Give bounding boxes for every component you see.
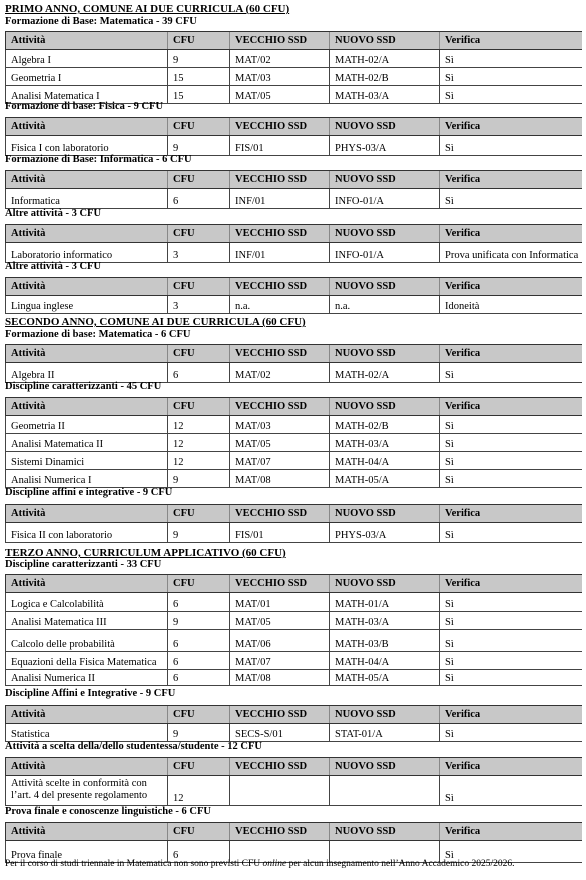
table-cell: Prova unificata con Informatica [440,243,582,263]
footnote-online: online [262,859,287,869]
table-cell: 9 [168,523,230,543]
column-header: CFU [168,505,230,523]
column-header: CFU [168,345,230,363]
table-cell: MATH-03/A [330,434,440,452]
table-cell: Fisica I con laboratorio [6,136,168,156]
table-cell: Idoneità [440,296,582,314]
group-title: Formazione di base: Fisica - 9 CFU [5,101,164,112]
table-cell: Sì [440,434,582,452]
table-cell [330,776,440,806]
table-cell: 9 [168,470,230,488]
table-cell: Analisi Numerica I [6,470,168,488]
table-row [6,452,582,470]
table-row [6,50,582,68]
group-title: Discipline caratterizzanti - 33 CFU [5,559,162,570]
table-row [6,363,582,383]
table-cell: Sì [440,416,582,434]
table-cell: Sì [440,523,582,543]
table-cell: Sì [440,50,582,68]
table-row [6,434,582,452]
table-cell: Sì [440,189,582,209]
header-row [6,575,582,593]
year-title: PRIMO ANNO, COMUNE AI DUE CURRICULA (60 CFU) [5,3,290,15]
table-cell: Sistemi Dinamici [6,452,168,470]
table-cell: Laboratorio informatico [6,243,168,263]
course-table [5,344,582,383]
table-row [6,68,582,86]
year-title: TERZO ANNO, CURRICULUM APPLICATIVO (60 CFU) [5,547,286,559]
group-title: Discipline Affini e Integrative - 9 CFU [5,688,176,699]
table-cell: Logica e Calcolabilità [6,593,168,612]
column-header: Attività [6,345,168,363]
table-cell: MAT/05 [230,86,330,104]
table-cell: MAT/07 [230,452,330,470]
table-cell: MAT/07 [230,652,330,670]
table-row [6,296,582,314]
table-cell: Analisi Matematica III [6,612,168,630]
table-cell: MATH-02/B [330,68,440,86]
column-header: CFU [168,823,230,841]
column-header: VECCHIO SSD [230,575,330,593]
group-title: Discipline affini e integrative - 9 CFU [5,487,173,498]
column-header: VECCHIO SSD [230,278,330,296]
column-header: VECCHIO SSD [230,505,330,523]
table-cell: MAT/08 [230,670,330,686]
table-cell: INF/01 [230,243,330,263]
table-cell: Sì [440,68,582,86]
table-cell: MATH-02/A [330,363,440,383]
column-header: CFU [168,118,230,136]
course-table [5,31,582,104]
table-row [6,416,582,434]
header-row [6,171,582,189]
table-cell: Algebra I [6,50,168,68]
table-cell: MATH-03/A [330,86,440,104]
table-row [6,630,582,652]
course-table [5,504,582,543]
table-cell: 6 [168,670,230,686]
course-table [5,822,582,863]
column-header: VECCHIO SSD [230,32,330,50]
course-table [5,170,582,209]
column-header: CFU [168,171,230,189]
table-cell: MAT/05 [230,434,330,452]
table-cell: Analisi Matematica I [6,86,168,104]
column-header: CFU [168,278,230,296]
column-header: NUOVO SSD [330,225,440,243]
table-cell: 6 [168,593,230,612]
table-cell: Geometria II [6,416,168,434]
header-row [6,505,582,523]
table-cell: Sì [440,841,582,863]
course-table [5,705,582,742]
table-row [6,776,582,806]
table-row [6,593,582,612]
table-cell [230,776,330,806]
table-cell: 9 [168,612,230,630]
table-cell: PHYS-03/A [330,523,440,543]
header-row [6,758,582,776]
table-cell: MATH-03/A [330,612,440,630]
column-header: Attività [6,706,168,724]
table-cell: 6 [168,652,230,670]
column-header: Attività [6,118,168,136]
table-cell: Sì [440,470,582,488]
table-cell: n.a. [330,296,440,314]
table-cell: Sì [440,452,582,470]
table-cell: Sì [440,612,582,630]
header-row [6,706,582,724]
column-header: CFU [168,758,230,776]
column-header: Attività [6,171,168,189]
column-header: Verifica [440,171,582,189]
column-header: Attività [6,823,168,841]
course-table [5,224,582,263]
table-cell: Prova finale [6,841,168,863]
table-cell: 6 [168,630,230,652]
course-table [5,117,582,156]
footnote-text-end: per alcun insegnamento nell’Anno Accademico 2025/2026. [286,859,515,869]
column-header: Verifica [440,823,582,841]
table-cell: MATH-04/A [330,652,440,670]
group-title: Formazione di Base: Informatica - 6 CFU [5,154,192,165]
table-cell: 12 [168,776,230,806]
column-header: NUOVO SSD [330,32,440,50]
column-header: VECCHIO SSD [230,118,330,136]
group-title: Altre attività - 3 CFU [5,261,102,272]
table-cell: 6 [168,841,230,863]
table-cell: Statistica [6,724,168,742]
column-header: CFU [168,225,230,243]
table-cell: MATH-02/B [330,416,440,434]
table-cell: Sì [440,724,582,742]
column-header: VECCHIO SSD [230,225,330,243]
table-cell: Analisi Matematica II [6,434,168,452]
header-row [6,398,582,416]
table-cell: 9 [168,136,230,156]
table-cell: MAT/01 [230,593,330,612]
table-row [6,470,582,488]
column-header: Verifica [440,398,582,416]
table-row [6,136,582,156]
table-cell: Sì [440,136,582,156]
table-cell: MATH-04/A [330,452,440,470]
table-row [6,243,582,263]
table-cell: MATH-03/B [330,630,440,652]
table-row [6,652,582,670]
table-row [6,670,582,686]
table-cell: 6 [168,189,230,209]
column-header: Attività [6,32,168,50]
table-cell: Sì [440,776,582,806]
table-cell: Informatica [6,189,168,209]
table-cell: MAT/02 [230,50,330,68]
table-cell: INF/01 [230,189,330,209]
table-row [6,612,582,630]
table-cell: 9 [168,50,230,68]
column-header: NUOVO SSD [330,758,440,776]
column-header: NUOVO SSD [330,575,440,593]
table-cell: MAT/06 [230,630,330,652]
table-cell: Equazioni della Fisica Matematica [6,652,168,670]
course-table [5,574,582,686]
header-row [6,345,582,363]
table-cell: 15 [168,68,230,86]
table-cell: MATH-02/A [330,50,440,68]
column-header: CFU [168,706,230,724]
column-header: Attività [6,278,168,296]
table-cell: 12 [168,452,230,470]
table-cell: Sì [440,670,582,686]
group-title: Attività a scelta della/dello studentessa/studente - 12 CFU [5,741,262,752]
column-header: NUOVO SSD [330,171,440,189]
column-header: Verifica [440,278,582,296]
table-cell: Sì [440,86,582,104]
table-cell: PHYS-03/A [330,136,440,156]
column-header: NUOVO SSD [330,398,440,416]
footnote [5,859,514,869]
table-row [6,724,582,742]
table-cell: MAT/03 [230,68,330,86]
header-row [6,118,582,136]
column-header: Verifica [440,345,582,363]
group-title: Prova finale e conoscenze linguistiche - 6 CFU [5,806,211,817]
course-table [5,277,582,314]
column-header: CFU [168,398,230,416]
column-header: Verifica [440,706,582,724]
table-cell: STAT-01/A [330,724,440,742]
table-cell: 12 [168,434,230,452]
table-cell: 3 [168,243,230,263]
column-header: VECCHIO SSD [230,823,330,841]
header-row [6,225,582,243]
table-cell: Fisica II con laboratorio [6,523,168,543]
column-header: Verifica [440,758,582,776]
table-cell: Geometria I [6,68,168,86]
header-row [6,278,582,296]
table-row [6,189,582,209]
table-cell: Calcolo delle probabilità [6,630,168,652]
group-title: Formazione di base: Matematica - 6 CFU [5,329,191,340]
table-cell: Sì [440,593,582,612]
header-row [6,32,582,50]
table-cell: Analisi Numerica II [6,670,168,686]
group-title: Discipline caratterizzanti - 45 CFU [5,381,162,392]
table-cell: SECS-S/01 [230,724,330,742]
table-cell: MAT/05 [230,612,330,630]
course-table [5,757,582,806]
column-header: CFU [168,575,230,593]
table-cell: 3 [168,296,230,314]
column-header: Attività [6,225,168,243]
table-cell: FIS/01 [230,136,330,156]
column-header: NUOVO SSD [330,706,440,724]
table-cell: MAT/02 [230,363,330,383]
year-title: SECONDO ANNO, COMUNE AI DUE CURRICULA (60 CFU) [5,316,306,328]
column-header: Attività [6,398,168,416]
table-cell: Algebra II [6,363,168,383]
column-header: Verifica [440,575,582,593]
column-header: NUOVO SSD [330,505,440,523]
table-cell: MATH-05/A [330,670,440,686]
table-cell: 12 [168,416,230,434]
table-cell: MATH-05/A [330,470,440,488]
column-header: Verifica [440,32,582,50]
table-cell: Sì [440,630,582,652]
group-title: Formazione di Base: Matematica - 39 CFU [5,16,197,27]
column-header: NUOVO SSD [330,823,440,841]
table-cell: n.a. [230,296,330,314]
table-cell: 15 [168,86,230,104]
column-header: VECCHIO SSD [230,758,330,776]
table-cell: Sì [440,363,582,383]
group-title: Altre attività - 3 CFU [5,208,102,219]
table-cell: INFO-01/A [330,189,440,209]
column-header: Verifica [440,118,582,136]
course-table [5,397,582,488]
table-cell: 9 [168,724,230,742]
header-row [6,823,582,841]
column-header: VECCHIO SSD [230,345,330,363]
footnote-text: Per il corso di studi triennale in Matematica non sono previsti CFU [5,859,263,869]
table-cell: INFO-01/A [330,243,440,263]
column-header: Attività [6,575,168,593]
table-row [6,523,582,543]
table-cell: Attività scelte in conformità con l’art. 4 del presente regolamento [6,776,168,806]
column-header: Verifica [440,505,582,523]
table-cell: Sì [440,652,582,670]
column-header: NUOVO SSD [330,345,440,363]
column-header: CFU [168,32,230,50]
table-cell: FIS/01 [230,523,330,543]
column-header: VECCHIO SSD [230,706,330,724]
column-header: NUOVO SSD [330,118,440,136]
column-header: VECCHIO SSD [230,398,330,416]
table-cell: Lingua inglese [6,296,168,314]
table-cell: MATH-01/A [330,593,440,612]
column-header: NUOVO SSD [330,278,440,296]
table-cell: MAT/03 [230,416,330,434]
column-header: VECCHIO SSD [230,171,330,189]
column-header: Attività [6,758,168,776]
column-header: Verifica [440,225,582,243]
table-cell: MAT/08 [230,470,330,488]
table-cell: 6 [168,363,230,383]
column-header: Attività [6,505,168,523]
